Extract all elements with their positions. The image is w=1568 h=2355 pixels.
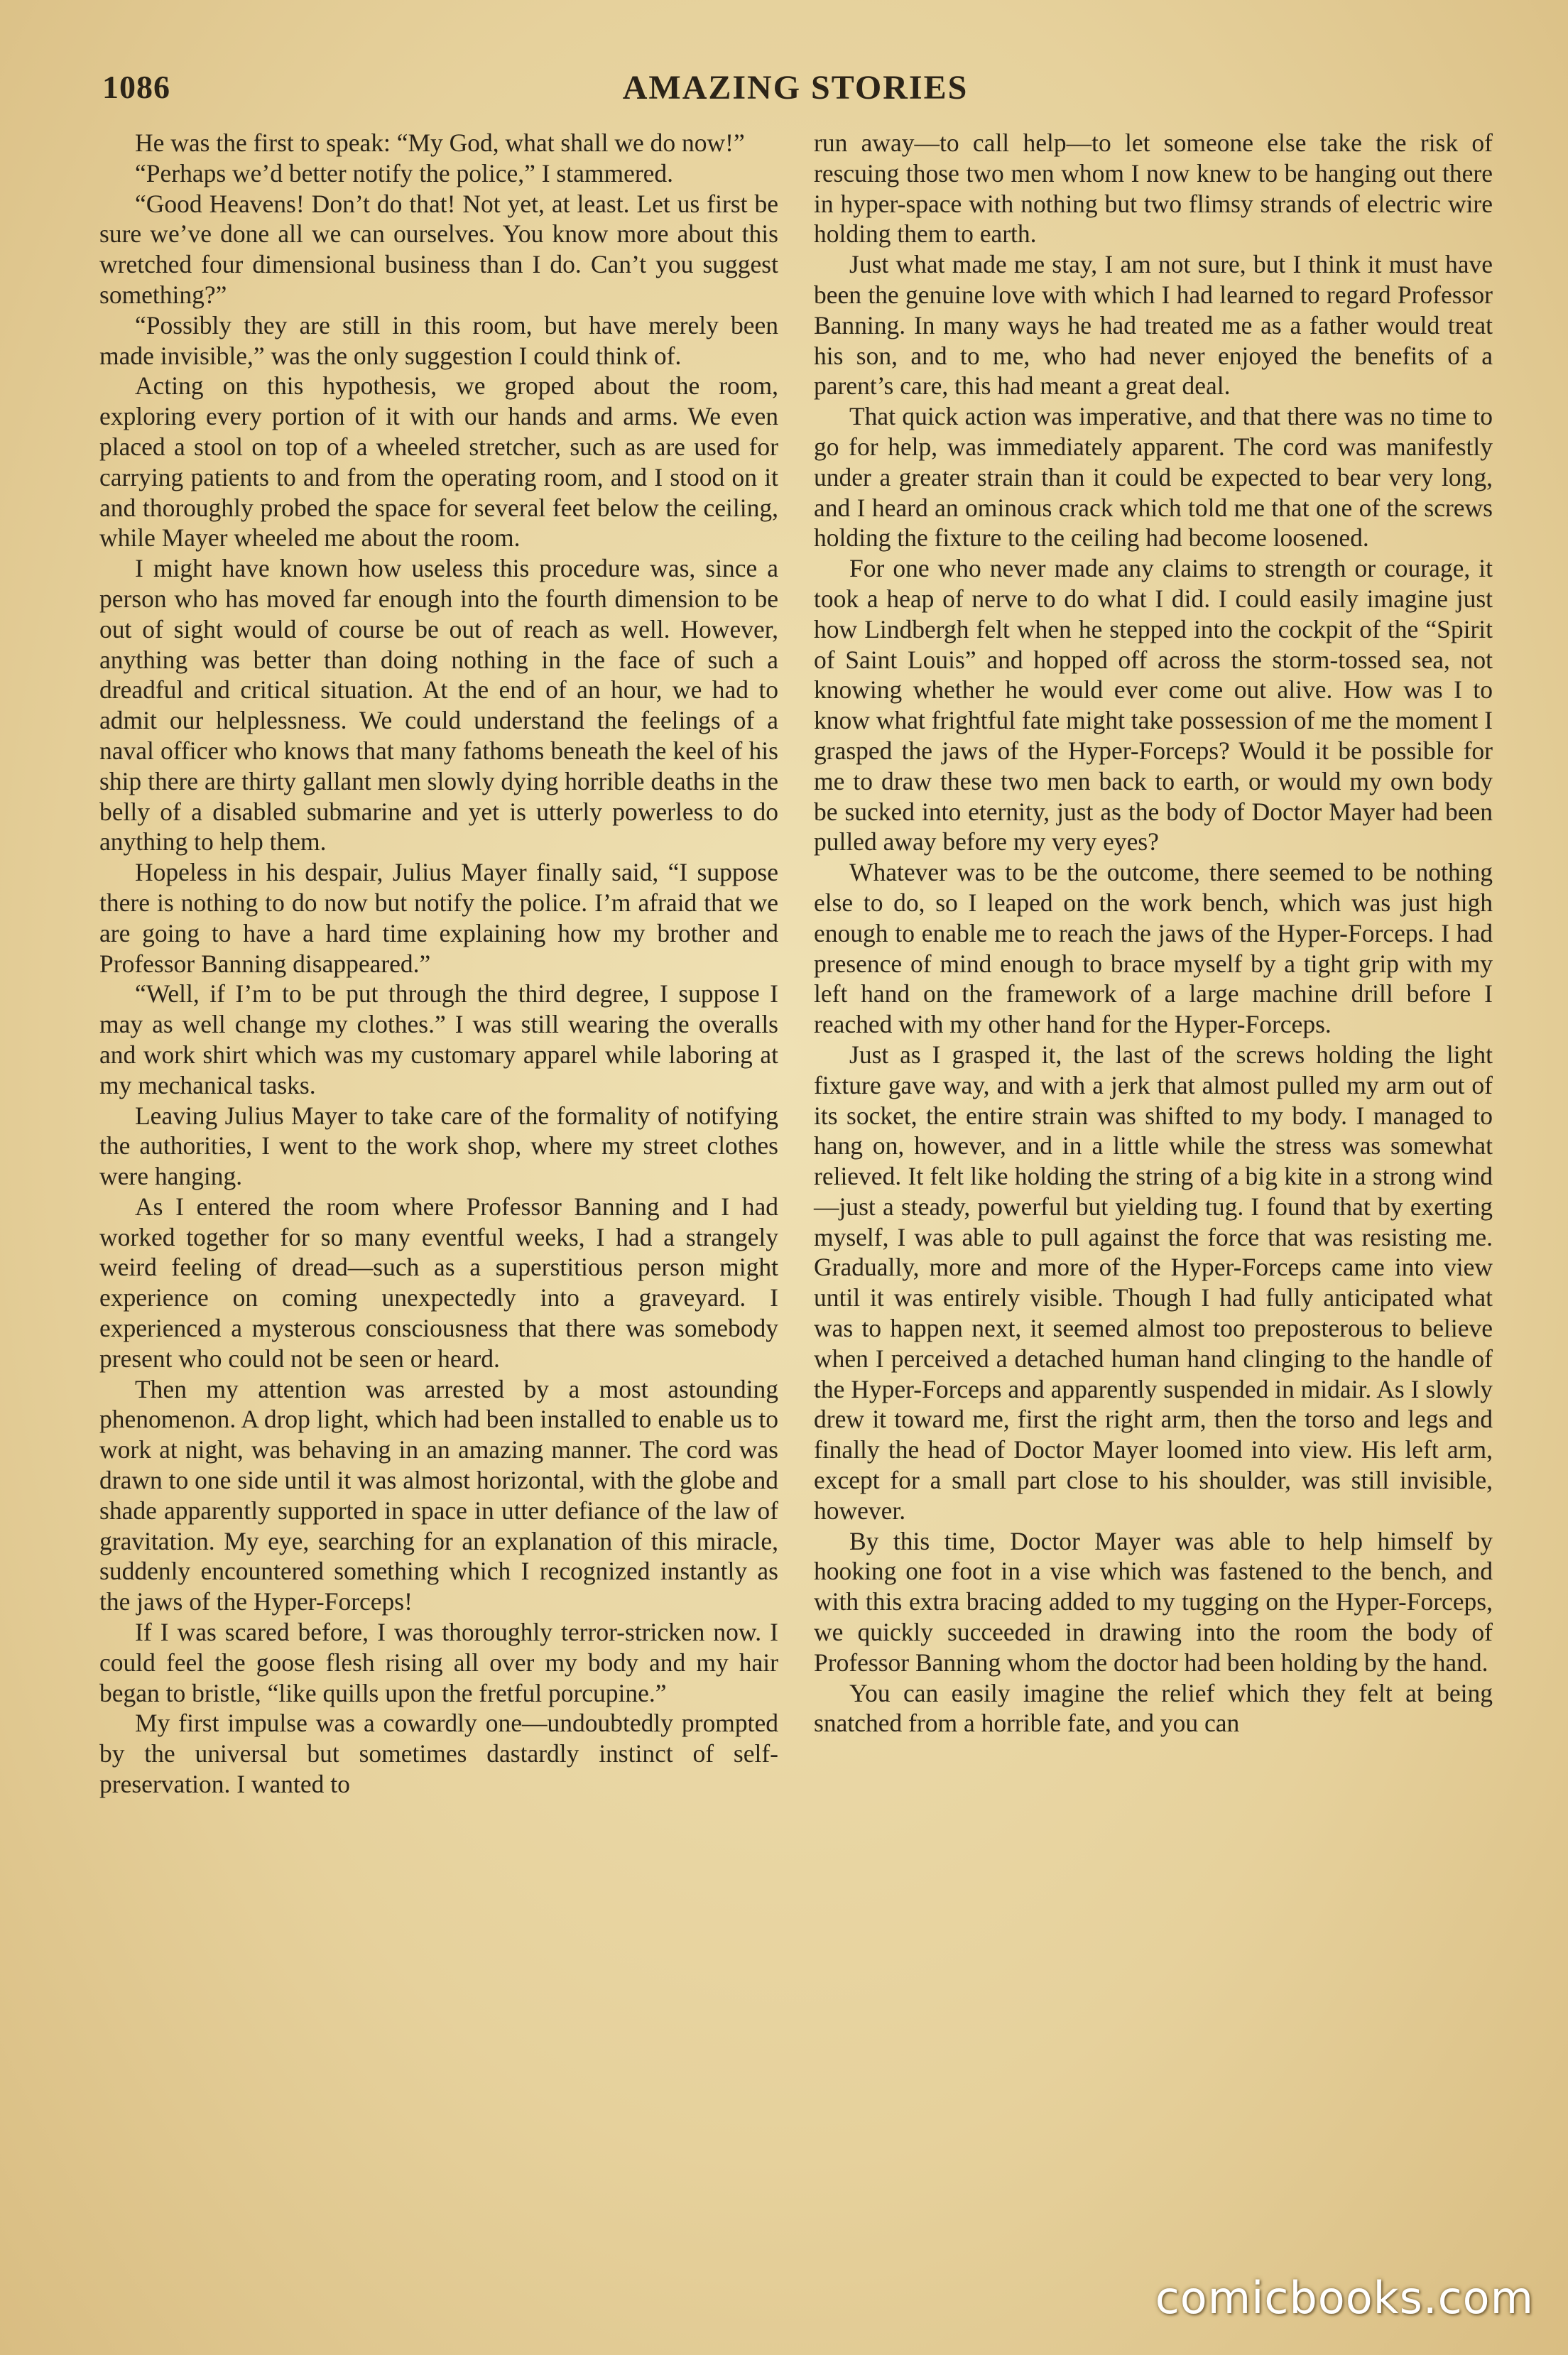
paragraph: Just as I grasped it, the last of the screws holding the light fixture gave way, and with a jerk that almost pulled my arm out of its socket, the entire strain was shifted to my body. I managed to hang on, however, and in a little while the stress was somewhat relieved. It felt like holding the string of a big kite in a strong wind—just a steady, powerful but yielding tug. I found that by exerting myself, I was able to pull against the force that was resisting me. Gradually, more and more of the Hyper-Forceps came into view until it was entirely visible. Though I had fully anticipated what was to happen next, it seemed almost too preposterous to believe when I perceived a detached human hand clinging to the handle of the Hyper-Forceps and apparently suspended in midair. As I slowly drew it toward me, first the right arm, then the torso and legs and finally the head of Doctor Mayer loomed into view. His left arm, except for a small part close to his shoulder, was still invisible, however. [814, 1040, 1493, 1525]
paragraph: “Good Heavens! Don’t do that! Not yet, at least. Let us first be sure we’ve done all we can ourselves. You know more about this wretched four dimensional business than I do. Can’t you suggest something?” [99, 189, 778, 309]
left-column [99, 128, 778, 1800]
paragraph: That quick action was imperative, and that there was no time to go for help, was immediately apparent. The cord was manifestly under a greater strain than it could be expected to bear very long, and I heard an ominous crack which told me that one of the screws holding the fixture to the ceiling had become loosened. [814, 402, 1493, 553]
paragraph: As I entered the room where Professor Banning and I had worked together for so many eventful weeks, I had a strangely weird feeling of dread—such as a superstitious person might experience on coming unexpectedly into a graveyard. I experienced a mysterous consciousness that there was somebody present who could not be seen or heard. [99, 1192, 778, 1373]
page-header [99, 68, 1491, 118]
paragraph: My first impulse was a cowardly one—undoubtedly prompted by the universal but sometimes dastardly instinct of self-preservation. I wanted to [99, 1709, 778, 1799]
paragraph: Just what made me stay, I am not sure, but I think it must have been the genuine love with which I had learned to regard Professor Banning. In many ways he had treated me as a father would treat his son, and to me, who had never enjoyed the benefits of a parent’s care, this had meant a great deal. [814, 250, 1493, 401]
paragraph: By this time, Doctor Mayer was able to help himself by hooking one foot in a vise which was fastened to the bench, and with this extra bracing added to my tugging on the Hyper-Forceps, we quickly succeeded in drawing into the room the body of Professor Banning whom the doctor had been holding by the hand. [814, 1526, 1493, 1677]
paragraph: You can easily imagine the relief which they felt at being snatched from a horrible fate, and you can [814, 1678, 1493, 1738]
paragraph: Hopeless in his despair, Julius Mayer finally said, “I suppose there is nothing to do now but notify the police. I’m afraid that we are going to have a hard time explaining how my brother and Professor Banning disappeared.” [99, 858, 778, 978]
paragraph: For one who never made any claims to strength or courage, it took a heap of nerve to do what I did. I could easily imagine just how Lindbergh felt when he stepped into the cockpit of the “Spirit of Saint Louis” and hopped off across the storm-tossed sea, not knowing whether he would ever come out alive. How was I to know what frightful fate might take possession of me the moment I grasped the jaws of the Hyper-Forceps? Would it be possible for me to draw these two men back to earth, or would my own body be sucked into eternity, just as the body of Doctor Mayer had been pulled away before my very eyes? [814, 554, 1493, 856]
paragraph: Whatever was to be the outcome, there seemed to be nothing else to do, so I leaped on the work bench, which was just high enough to enable me to reach the jaws of the Hyper-Forceps. I had presence of mind enough to brace myself by a tight grip with my left hand on the framework of a large machine drill before I reached with my other hand for the Hyper-Forceps. [814, 858, 1493, 1039]
right-column [814, 128, 1493, 1739]
paragraph: Leaving Julius Mayer to take care of the formality of notifying the authorities, I went to the work shop, where my street clothes were hanging. [99, 1101, 778, 1191]
paragraph: If I was scared before, I was thoroughly terror-stricken now. I could feel the goose flesh rising all over my body and my hair began to bristle, “like quills upon the fretful porcupine.” [99, 1618, 778, 1707]
paragraph: “Perhaps we’d better notify the police,” I stammered. [135, 158, 674, 187]
paragraph: Acting on this hypothesis, we groped about the room, exploring every portion of it with our hands and arms. We even placed a stool on top of a wheeled stretcher, such as are used for carrying patients to and from the operating room, and I stood on it and thoroughly probed the space for several feet below the ceiling, while Mayer wheeled me about the room. [99, 371, 778, 553]
paragraph: “Possibly they are still in this room, but have merely been made invisible,” was the only suggestion I could think of. [99, 310, 778, 370]
paragraph: “Well, if I’m to be put through the third degree, I suppose I may as well change my clothes.” I was still wearing the overalls and work shirt which was my customary apparel while laboring at my mechanical tasks. [99, 979, 778, 1099]
watermark: comicbooks.com [1155, 2272, 1534, 2324]
paragraph: Then my attention was arrested by a most astounding phenomenon. A drop light, which had been installed to enable us to work at night, was behaving in an amazing manner. The cord was drawn to one side until it was almost horizontal, with the globe and shade apparently supported in space in utter defiance of the law of gravitation. My eye, searching for an explanation of this miracle, suddenly encountered something which I recognized instantly as the jaws of the Hyper-Forceps! [99, 1374, 778, 1616]
paragraph-continuation: run away—to call help—to let someone else take the risk of rescuing those two men whom I now knew to be hanging out there in hyper-space with nothing but two flimsy strands of electric wire holding them to earth. [814, 129, 1493, 249]
paragraph: I might have known how useless this procedure was, since a person who has moved far enough into the fourth dimension to be out of sight would of course be out of reach as well. However, anything was better than doing nothing in the face of such a dreadful and critical situation. At the end of an hour, we had to admit our helplessness. We could understand the feelings of a naval officer who knows that many fathoms beneath the keel of his ship there are thirty gallant men slowly dying horrible deaths in the belly of a disabled submarine and yet is utterly powerless to do anything to help them. [99, 554, 778, 856]
paragraph: He was the first to speak: “My God, what shall we do now!” [135, 129, 745, 157]
page-number: 1086 [102, 69, 170, 105]
magazine-title: AMAZING STORIES [622, 69, 969, 107]
